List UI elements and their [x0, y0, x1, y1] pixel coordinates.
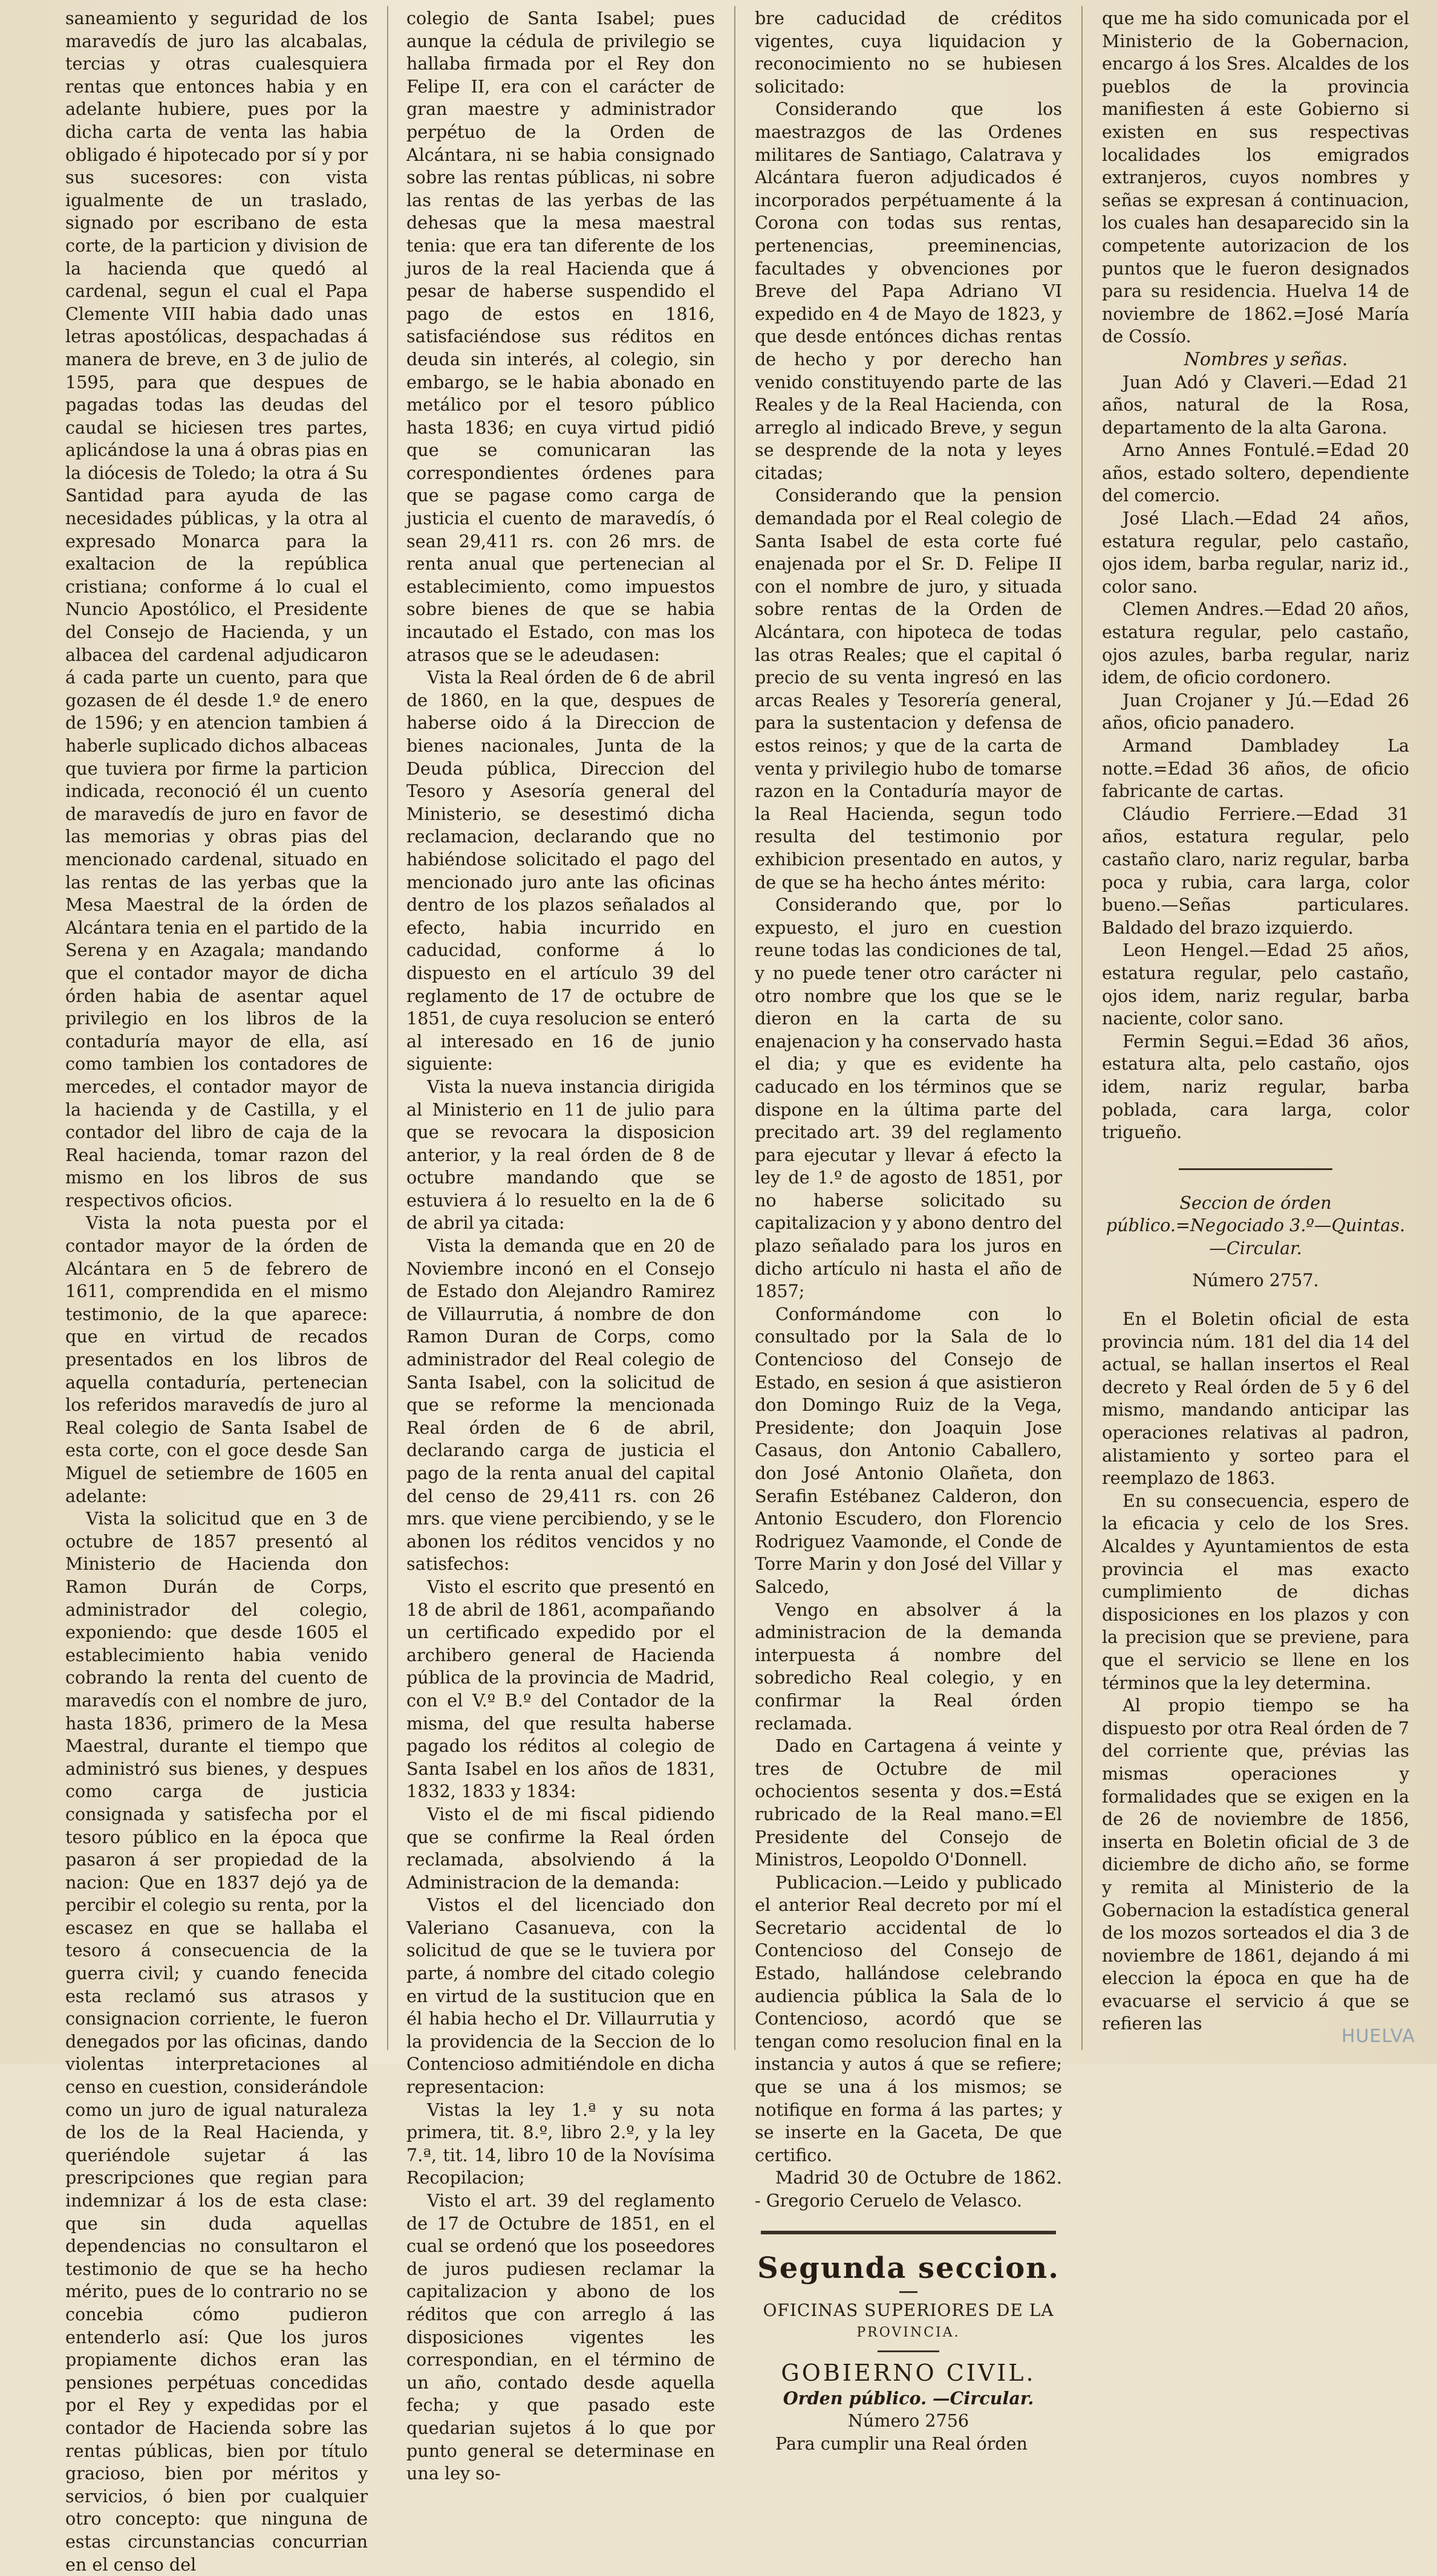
- heading-rule: [878, 2350, 939, 2352]
- title-rule: [899, 2291, 917, 2293]
- column-divider: [387, 6, 388, 2050]
- paragraph: Vista la demanda que en 20 de Noviembre inconó en el Consejo de Estado don Alejandro Ramirez de Villaurrutia, á nombre de don Ramon Duran de Corps, como administrador del Real colegio de Santa Isabel, con la solicitud de que se reforme la mencionada Real órden de 6 de abril, declarando carga de justicia el pago de la renta anual del capital del censo de 29,411 rs. con 26 mrs. que viene percibiendo, y se le abonen los réditos vencidos y no satisfechos:: [406, 1235, 715, 1575]
- paragraph: Visto el art. 39 del reglamento de 17 de Octubre de 1851, en el cual se ordenó que los poseedores de juros pudiesen reclamar la capitalizacion y abono de los réditos que con arreglo á las disposiciones vigentes les correspondian, en el término de un año, contado desde aquella fecha; y que pasado este quedarian sujetos á lo que por punto general se determinase en una ley so-: [406, 2190, 715, 2484]
- oficinas-heading: OFICINAS SUPERIORES DE LA: [763, 2300, 1054, 2320]
- paragraph: saneamiento y seguridad de los maravedís de juro las alcabalas, tercias y otras cualesquiera rentas que entonces habia y en adelante hubiere, pues por la dicha carta de venta las habia obligado é hipotecado por sí y por sus sucesores: con vista igualmente de un traslado, signado por escribano de esta corte, de la particion y division de la hacienda que quedó al cardenal, segun el cual el Papa Clemente VIII habia dado unas letras apostólicas, despachadas á manera de breve, en 3 de julio de 1595, para que despues de pagadas todas las deudas del caudal se hiciesen tres partes, aplicándose la una á obras pias en la diócesis de Toledo; la otra á Su Santidad para ayuda de las necesidades públicas, y la otra al expresado Monarca para la exaltacion de la república cristiana; conforme á lo cual el Nuncio Apostólico, el Presidente del Consejo de Hacienda, y un albacea del cardenal adjudicaron á cada parte un cuento, para que gozasen de él desde 1.º de enero de 1596; y en atencion tambien á haberle suplicado dichos albaceas que tuviera por firme la particion indicada, reconoció él un cuento de maravedís de juro en favor de las memorias y obras pias del mencionado cardenal, situado en las rentas de las yerbas que la Mesa Maestral de la órden de Alcántara tenia en el partido de la Serena y en Azagala; mandando que el contador mayor de dicha órden habia de asentar aquel privilegio en los libros de la contaduría mayor de ella, así como tambien los contadores de mercedes, el contador mayor de la hacienda y de Castilla, y el contador del libro de caja de la Real hacienda, tomar razon del mismo en los libros de sus respectivos oficios.: [65, 8, 368, 1211]
- section-title: Segunda seccion.: [757, 2251, 1060, 2285]
- paragraph: Para cumplir una Real órden: [775, 2433, 1028, 2454]
- list-item: Juan Adó y Claveri.—Edad 21 años, natural de la Rosa, departamento de la alta Garona.: [1102, 371, 1409, 438]
- column-divider: [1081, 6, 1083, 2050]
- paragraph: Visto el de mi fiscal pidiendo que se confirme la Real órden reclamada, absolviendo á la Administracion de la demanda:: [406, 1803, 715, 1893]
- paragraph: Visto el escrito que presentó en 18 de abril de 1861, acompañando un certificado expedido por el archibero general de Hacienda pública de la provincia de Madrid, con el V.º B.º del Contador de la misma, del que resulta haberse pagado los réditos al colegio de Santa Isabel en los años de 1831, 1832, 1833 y 1834:: [406, 1576, 715, 1802]
- numero-heading: Número 2757.: [1192, 1270, 1319, 1291]
- paragraph: bre caducidad de créditos vigentes, cuya liquidacion y reconocimiento no se hubiesen solicitado:: [755, 8, 1062, 97]
- paragraph: Dado en Cartagena á veinte y tres de Octubre de mil ochocientos sesenta y dos.=Está rubricado de la Real mano.=El Presidente del Consejo de Ministros, Leopoldo O'Donnell.: [755, 1735, 1062, 1870]
- paragraph: Conformándome con lo consultado por la Sala de lo Contencioso del Consejo de Estado, en sesion á que asistieron don Domingo Ruiz de la Vega, Presidente; don Joaquin Jose Casaus, don Antonio Caballero, don José Antonio Olañeta, don Serafin Estébanez Calderon, don Antonio Escudero, don Florencio Rodriguez Vaamonde, el Conde de Torre Marin y don José del Villar y Salcedo,: [755, 1303, 1062, 1597]
- paragraph: Vista la Real órden de 6 de abril de 1860, en la que, despues de haberse oido á la Direccion de bienes nacionales, Junta de la Deuda pública, Direccion del Tesoro y Asesoría general del Ministerio, se desestimó dicha reclamacion, declarando que no habiéndose solicitado el pago del mencionado juro ante las oficinas dentro de los plazos señalados al efecto, habia incurrido en caducidad, conforme á lo dispuesto en el artículo 39 del reglamento de 17 de octubre de 1851, de cuya resolucion se enteró al interesado en 16 de junio siguiente:: [406, 667, 715, 1075]
- paragraph: Al propio tiempo se ha dispuesto por otra Real órden de 7 del corriente que, prévias las mismas operaciones y formalidades que se exigen en la de 26 de noviembre de 1856, inserta en Boletin oficial de 3 de diciembre de dicho año, se forme y remita al Ministerio de la Gobernacion la estadística general de los mozos sorteados el dia 3 de noviembre de 1861, dejando á mi eleccion la época en que ha de evacuarse el servicio á que se refieren las: [1102, 1695, 1409, 2034]
- numero-heading: Número 2756: [847, 2410, 969, 2431]
- list-item: José Llach.—Edad 24 años, estatura regular, pelo castaño, ojos idem, barba regular, nariz id., color sano.: [1102, 508, 1409, 597]
- section-rule: [1179, 1168, 1332, 1170]
- list-item: Fermin Segui.=Edad 36 años, estatura alta, pelo castaño, ojos idem, nariz regular, barba poblada, cara larga, color trigueño.: [1102, 1030, 1409, 1143]
- paragraph: Vistas la ley 1.ª y su nota primera, tit. 8.º, libro 2.º, y la ley 7.ª, tit. 14, libro 10 de la Novísima Recopilacion;: [406, 2099, 715, 2188]
- paragraph: Considerando que la pension demandada por el Real colegio de Santa Isabel de esta corte fué enajenada por el Sr. D. Felipe II con el nombre de juro, y situada sobre rentas de la Orden de Alcántara, con hipoteca de todas las otras Reales; que el capital ó precio de su venta ingresó en las arcas Reales y Tesorería general, para la sustentacion y defensa de estos reinos; y que de la carta de venta y privilegio hubo de tomarse razon en la Contaduría mayor de la Real Hacienda, segun todo resulta del testimonio por exhibicion presentado en autos, y de que se ha hecho ántes mérito:: [755, 485, 1062, 893]
- paragraph: Vista la nota puesta por el contador mayor de la órden de Alcántara en 5 de febrero de 1611, comprendida en el mismo testimonio, de la que aparece: que en virtud de recados presentados en los libros de aquella contaduría, pertenecian los referidos maravedís de juro al Real colegio de Santa Isabel de esta corte, con el goce desde San Miguel de setiembre de 1605 en adelante:: [65, 1212, 368, 1506]
- column-divider: [734, 6, 735, 2050]
- list-item: Clemen Andres.—Edad 20 años, estatura regular, pelo castaño, ojos azules, barba regular, nariz idem, de oficio cordonero.: [1102, 599, 1409, 688]
- paragraph: colegio de Santa Isabel; pues aunque la cédula de privilegio se hallaba firmada por el Rey don Felipe II, era con el carácter de gran maestre y administrador perpétuo de la Orden de Alcántara, ni se habia consignado sobre las rentas públicas, ni sobre las rentas de las yerbas de las dehesas que la mesa maestral tenia: que era tan diferente de los juros de la real Hacienda que á pesar de haberse suspendido el pago de estos en 1816, satisfaciéndose sus réditos en deuda sin interés, al colegio, sin embargo, se le habia abonado en metálico por el tesoro público hasta 1836; en cuya virtud pidió que se comunicaran las correspondientes órdenes para que se pagase como carga de justicia el cuento de maravedís, ó sean 29,411 rs. con 26 mrs. de renta anual que pertenecian al establecimiento, como impuestos sobre bienes de que se habia incautado el Estado, con mas los atrasos que se le adeudasen:: [406, 8, 715, 665]
- column-3: [755, 7, 1062, 2454]
- nombres-heading: Nombres y señas.: [1184, 348, 1348, 370]
- signature-line: Madrid 30 de Octubre de 1862. - Gregorio Ceruelo de Velasco.: [755, 2167, 1062, 2211]
- paragraph: En su consecuencia, espero de la eficacia y celo de los Sres. Alcaldes y Ayuntamientos de esta provincia el mas exacto cumplimiento de dichas disposiciones en los plazos y con la precision que se previene, para que el servicio se llene en los términos que la ley determina.: [1102, 1490, 1409, 1693]
- section-rule: [761, 2231, 1056, 2234]
- column-2: [406, 7, 715, 2484]
- paragraph: En el Boletin oficial de esta provincia núm. 181 del dia 14 del actual, se hallan insertos el Real decreto y Real órden de 5 y 6 del mismo, mandando anticipar las operaciones relativas al padron, alistamiento y sorteo para el reemplazo de 1863.: [1102, 1309, 1409, 1489]
- paragraph: Considerando que los maestrazgos de las Ordenes militares de Santiago, Calatrava y Alcántara fueron adjudicados é incorporados perpétuamente á la Corona con todas sus rentas, pertenencias, preeminencias, facultades y obvenciones por Breve del Papa Adriano VI expedido en 4 de Mayo de 1823, y que desde entónces dichas rentas de hecho y por derecho han venido constituyendo parte de las Reales y de la Real Hacienda, con arreglo al indicado Breve, y segun se desprende de la nota y leyes citadas;: [755, 99, 1062, 483]
- provincia-heading: PROVINCIA.: [856, 2325, 960, 2341]
- column-1: [65, 7, 368, 2575]
- column-4: [1102, 7, 1409, 2057]
- list-item: Juan Crojaner y Jú.—Edad 26 años, oficio panadero.: [1102, 689, 1409, 733]
- gobierno-heading: GOBIERNO CIVIL.: [781, 2359, 1036, 2386]
- paragraph: Vista la solicitud que en 3 de octubre de 1857 presentó al Ministerio de Hacienda don Ramon Durán de Corps, administrador del colegio, exponiendo: que desde 1605 el establecimiento habia venido cobrando la renta del cuento de maravedís con el nombre de juro, hasta 1836, primero de la Mesa Maestral, durante el tiempo que administró sus bienes, y despues como carga de justicia consignada y satisfecha por el tesoro público en la época que pasaron á ser propiedad de la nacion: Que en 1837 dejó ya de percibir el colegio su renta, por la escasez en que se hallaba el tesoro á consecuencia de la guerra civil; y cuando fenecida esta reclamó sus atrasos y consignacion corriente, le fueron denegados por las oficinas, dando violentas interpretaciones al censo en cuestion, considerándole como un juro de igual naturaleza de los de la Real Hacienda, y queriéndole sujetar á las prescripciones que regian para indemnizar á los de esta clase: que sin duda aquellas dependencias no consultaron el testimonio de que se ha hecho mérito, pues de lo contrario no se concebia cómo pudieron entenderlo así: Que los juros propiamente dichos eran las pensiones perpétuas concedidas por el Rey y expedidas por el contador de Hacienda sobre las rentas públicas, bien por título gracioso, bien por méritos y servicios, ó bien por cualquier otro concepto: que ninguna de estas circunstancias concurrian en el censo del: [65, 1508, 368, 2575]
- seccion-heading: Seccion de órden público.=Negociado 3.º—Quintas.—Circular.: [1106, 1192, 1406, 1258]
- paragraph: que me ha sido comunicada por el Ministerio de la Gobernacion, encargo á los Sres. Alcaldes de los pueblos de la provincia manifiesten á este Gobierno si existen en sus respectivas localidades los emigrados extranjeros, cuyos nombres y señas se expresan á continuacion, los cuales han desaparecido sin la competente autorizacion de los puntos que le fueron designados para su residencia. Huelva 14 de noviembre de 1862.=José María de Cossío.: [1102, 8, 1409, 347]
- list-item: Leon Hengel.—Edad 25 años, estatura regular, pelo castaño, ojos idem, nariz regular, barba naciente, color sano.: [1102, 940, 1409, 1029]
- paragraph: Vengo en absolver á la administracion de la demanda interpuesta á nombre del sobredicho Real colegio, y en confirmar la Real órden reclamada.: [755, 1599, 1062, 1734]
- paragraph: Considerando que, por lo expuesto, el juro en cuestion reune todas las condiciones de tal, y no puede tener otro carácter ni otro nombre que los que se le dieron en la carta de su enajenacion y ha conservado hasta el dia; y que es evidente ha caducado en los términos que se dispone en la última parte del precitado art. 39 del reglamento para ejecutar y llevar á efecto la ley de 1.º de agosto de 1851, por no haberse solicitado su capitalizacion y y abono dentro del plazo señalado para los juros en dicho artículo ni hasta el año de 1857;: [755, 894, 1062, 1302]
- paragraph: Vista la nueva instancia dirigida al Ministerio en 11 de julio para que se revocara la disposicion anterior, y la real órden de 8 de octubre mandando que se estuviera á lo resuelto en la de 6 de abril ya citada:: [406, 1076, 715, 1234]
- list-item: Armand Dambladey La notte.=Edad 36 años, de oficio fabricante de cartas.: [1102, 735, 1409, 802]
- list-item: Arno Annes Fontulé.=Edad 20 años, estado soltero, dependiente del comercio.: [1102, 440, 1409, 506]
- archive-stamp: HUELVA: [1341, 2026, 1415, 2047]
- paragraph: Publicacion.—Leido y publicado el anterior Real decreto por mí el Secretario accidental de lo Contencioso del Consejo de Estado, hallándose celebrando audiencia pública la Sala de lo Contencioso, acordó que se tengan como resolucion final en la instancia y autos á que se refiere; que se una á los mismos; se notifique en forma á las partes; y se inserte en la Gaceta, De que certifico.: [755, 1872, 1062, 2165]
- paragraph: Vistos el del licenciado don Valeriano Casanueva, con la solicitud de que se le tuviera por parte, á nombre del citado colegio en virtud de la sustitucion que en él habia hecho el Dr. Villaurrutia y la providencia de la Seccion de lo Contencioso admitiéndole en dicha representacion:: [406, 1895, 715, 2098]
- orden-heading: Orden público. —Circular.: [783, 2387, 1034, 2408]
- list-item: Cláudio Ferriere.—Edad 31 años, estatura regular, pelo castaño claro, nariz regular, barba poca y rubia, cara larga, color bueno.—Señas particulares. Baldado del brazo izquierdo.: [1102, 803, 1409, 938]
